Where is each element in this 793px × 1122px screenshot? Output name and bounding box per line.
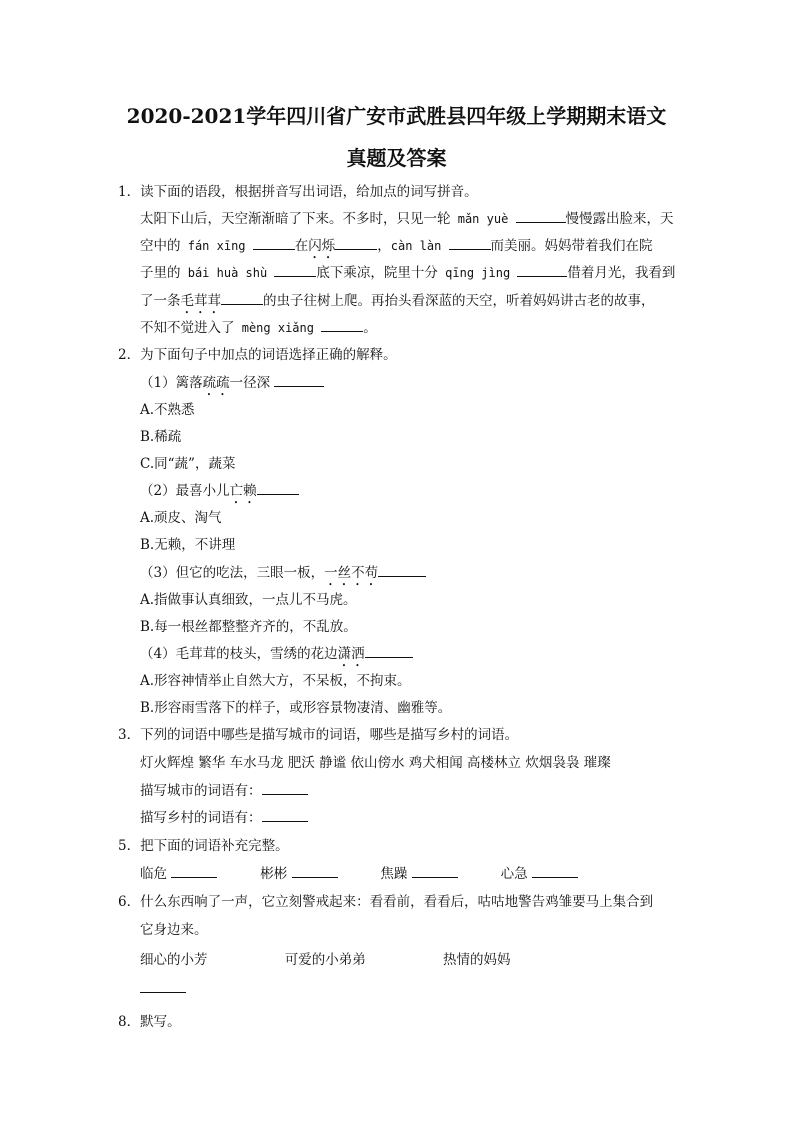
text-segment: 的虫子往树上爬。再抬头看深蓝的天空，听着妈妈讲古老的故事， xyxy=(263,293,655,309)
text-line xyxy=(140,615,357,635)
answer-blank[interactable] xyxy=(365,643,413,658)
text-segment: 6．什么东西响了一声，它立刻警戒起来：看看前，看看后，咕咕地警告鸡雏要马上集合到 xyxy=(118,894,654,910)
text-line xyxy=(140,452,235,472)
text-segment: B.形容雨雪落下的样子，或形容景物凄清、幽雅等。 xyxy=(140,700,452,716)
answer-blank[interactable] xyxy=(449,235,491,250)
text-segment: 5．把下面的词语补充完整。 xyxy=(118,838,289,854)
text-segment: A.形容神情举止自然大方，不呆板，不拘束。 xyxy=(140,673,411,689)
text-segment: 描写城市的词语有： xyxy=(140,783,262,799)
text-line xyxy=(140,234,653,262)
answer-blank[interactable] xyxy=(517,262,567,277)
text-line xyxy=(140,696,451,716)
text-segment: 在 xyxy=(294,238,309,254)
answer-blank[interactable] xyxy=(532,863,578,878)
text-segment: 彬彬 xyxy=(217,866,292,882)
answer-blank[interactable] xyxy=(412,863,458,878)
text-line xyxy=(140,479,299,507)
pinyin-text: bái huà shù xyxy=(180,266,275,280)
text-line xyxy=(118,723,518,743)
answer-blank[interactable] xyxy=(171,863,217,878)
answer-blank[interactable] xyxy=(274,372,324,387)
text-segment: （4）毛茸茸的枝头，雪绣的花边 xyxy=(140,646,338,662)
answer-blank[interactable] xyxy=(274,262,316,277)
text-line xyxy=(140,948,511,968)
text-segment: 底下乘凉，院里十分 xyxy=(316,265,438,281)
text-line xyxy=(140,779,308,799)
text-segment: ， xyxy=(377,238,391,254)
text-line xyxy=(140,398,195,418)
text-line xyxy=(140,506,222,526)
document-title-line-1: 2020-2021学年四川省广安市武胜县四年级上学期期末语文 xyxy=(126,104,667,128)
dotted-word: 闪烁 xyxy=(308,238,336,254)
text-segment: （2）最喜小儿 xyxy=(140,483,230,499)
text-line xyxy=(140,207,674,227)
text-line xyxy=(140,561,426,589)
text-segment: 灯火辉煌 繁华 车水马龙 肥沃 静谧 依山傍水 鸡犬相闻 高楼林立 炊烟袅袅 璀璨 xyxy=(140,755,611,771)
text-line xyxy=(140,918,208,938)
text-segment: （1）篱落 xyxy=(140,375,203,391)
text-segment: C.同“蔬”，蔬菜 xyxy=(140,456,236,472)
dotted-word: 疏疏 xyxy=(202,375,230,391)
text-line xyxy=(140,533,235,553)
text-segment: 一径深 xyxy=(229,375,275,391)
text-segment: 慢慢露出脸来，天 xyxy=(565,211,674,227)
answer-blank[interactable] xyxy=(253,235,295,250)
document-title-line-2: 真题及答案 xyxy=(346,146,447,170)
text-line xyxy=(140,669,411,689)
text-segment: 临危 xyxy=(140,866,172,882)
pinyin-text: qīng jìng xyxy=(437,266,518,280)
text-line xyxy=(118,890,653,910)
text-segment: B.无赖，不讲理 xyxy=(140,537,236,553)
pinyin-text: mèng xiǎng xyxy=(234,321,322,335)
text-segment: A.顽皮、淘气 xyxy=(140,510,222,526)
text-line xyxy=(140,751,611,771)
answer-blank[interactable] xyxy=(257,480,299,495)
text-line xyxy=(140,371,324,399)
text-segment: 它身边来。 xyxy=(140,922,208,938)
answer-blank[interactable] xyxy=(221,290,263,305)
answer-blank[interactable] xyxy=(262,807,308,822)
text-segment: A.不熟悉 xyxy=(140,402,195,418)
answer-blank[interactable] xyxy=(516,208,566,223)
text-segment: 焦躁 xyxy=(337,866,412,882)
text-segment: A.指做事认真细致，一点儿不马虎。 xyxy=(140,592,357,608)
text-segment: 描写乡村的词语有： xyxy=(140,810,262,826)
text-line xyxy=(140,289,655,317)
answer-blank[interactable] xyxy=(321,317,363,332)
text-segment: 。 xyxy=(363,320,377,336)
text-line xyxy=(118,834,289,854)
text-segment: （3）但它的吃法，三眼一板， xyxy=(140,565,325,581)
dotted-word: 亡赖 xyxy=(229,483,257,499)
text-segment: 8．默写。 xyxy=(118,1014,181,1030)
text-segment: B.每一根丝都整整齐齐的，不乱放。 xyxy=(140,619,357,635)
text-segment: 1．读下面的语段，根据拼音写出词语，给加点的词写拼音。 xyxy=(118,184,478,200)
text-segment: B.稀疏 xyxy=(140,429,182,445)
text-line xyxy=(140,978,186,997)
text-segment: 3．下列的词语中哪些是描写城市的词语，哪些是描写乡村的词语。 xyxy=(118,727,519,743)
text-segment: 心急 xyxy=(457,866,532,882)
text-line xyxy=(140,425,181,445)
text-line xyxy=(140,261,675,281)
pinyin-text: fán xīng xyxy=(180,239,253,253)
answer-blank[interactable] xyxy=(140,978,186,993)
text-segment: 不知不觉进入了 xyxy=(140,320,235,336)
text-segment: 子里的 xyxy=(140,265,181,281)
text-segment: 而美丽。妈妈带着我们在院 xyxy=(490,238,653,254)
text-segment: 借着月光，我看到 xyxy=(567,265,676,281)
text-segment: 太阳下山后，天空渐渐暗了下来。不多时，只见一轮 xyxy=(140,211,451,227)
answer-blank[interactable] xyxy=(378,562,426,577)
text-segment: 2．为下面句子中加点的词语选择正确的解释。 xyxy=(118,347,397,363)
text-segment: 空中的 xyxy=(140,238,181,254)
dotted-word: 毛茸茸 xyxy=(180,293,221,309)
text-line xyxy=(118,343,397,363)
text-line xyxy=(140,588,357,608)
text-segment: 细心的小芳 可爱的小弟弟 热情的妈妈 xyxy=(140,952,511,968)
answer-blank[interactable] xyxy=(292,863,338,878)
dotted-word: 一丝不苟 xyxy=(324,565,379,581)
dotted-word: 潇洒 xyxy=(337,646,365,662)
text-line xyxy=(140,316,377,336)
text-segment: 了一条 xyxy=(140,293,181,309)
text-line xyxy=(140,642,413,670)
text-line xyxy=(140,862,578,882)
answer-blank[interactable] xyxy=(262,780,308,795)
answer-blank[interactable] xyxy=(335,235,377,250)
text-line xyxy=(118,180,478,200)
text-line xyxy=(118,1010,181,1030)
pinyin-text: mǎn yuè xyxy=(450,212,516,226)
text-line xyxy=(140,806,308,826)
pinyin-text: càn làn xyxy=(390,239,449,253)
